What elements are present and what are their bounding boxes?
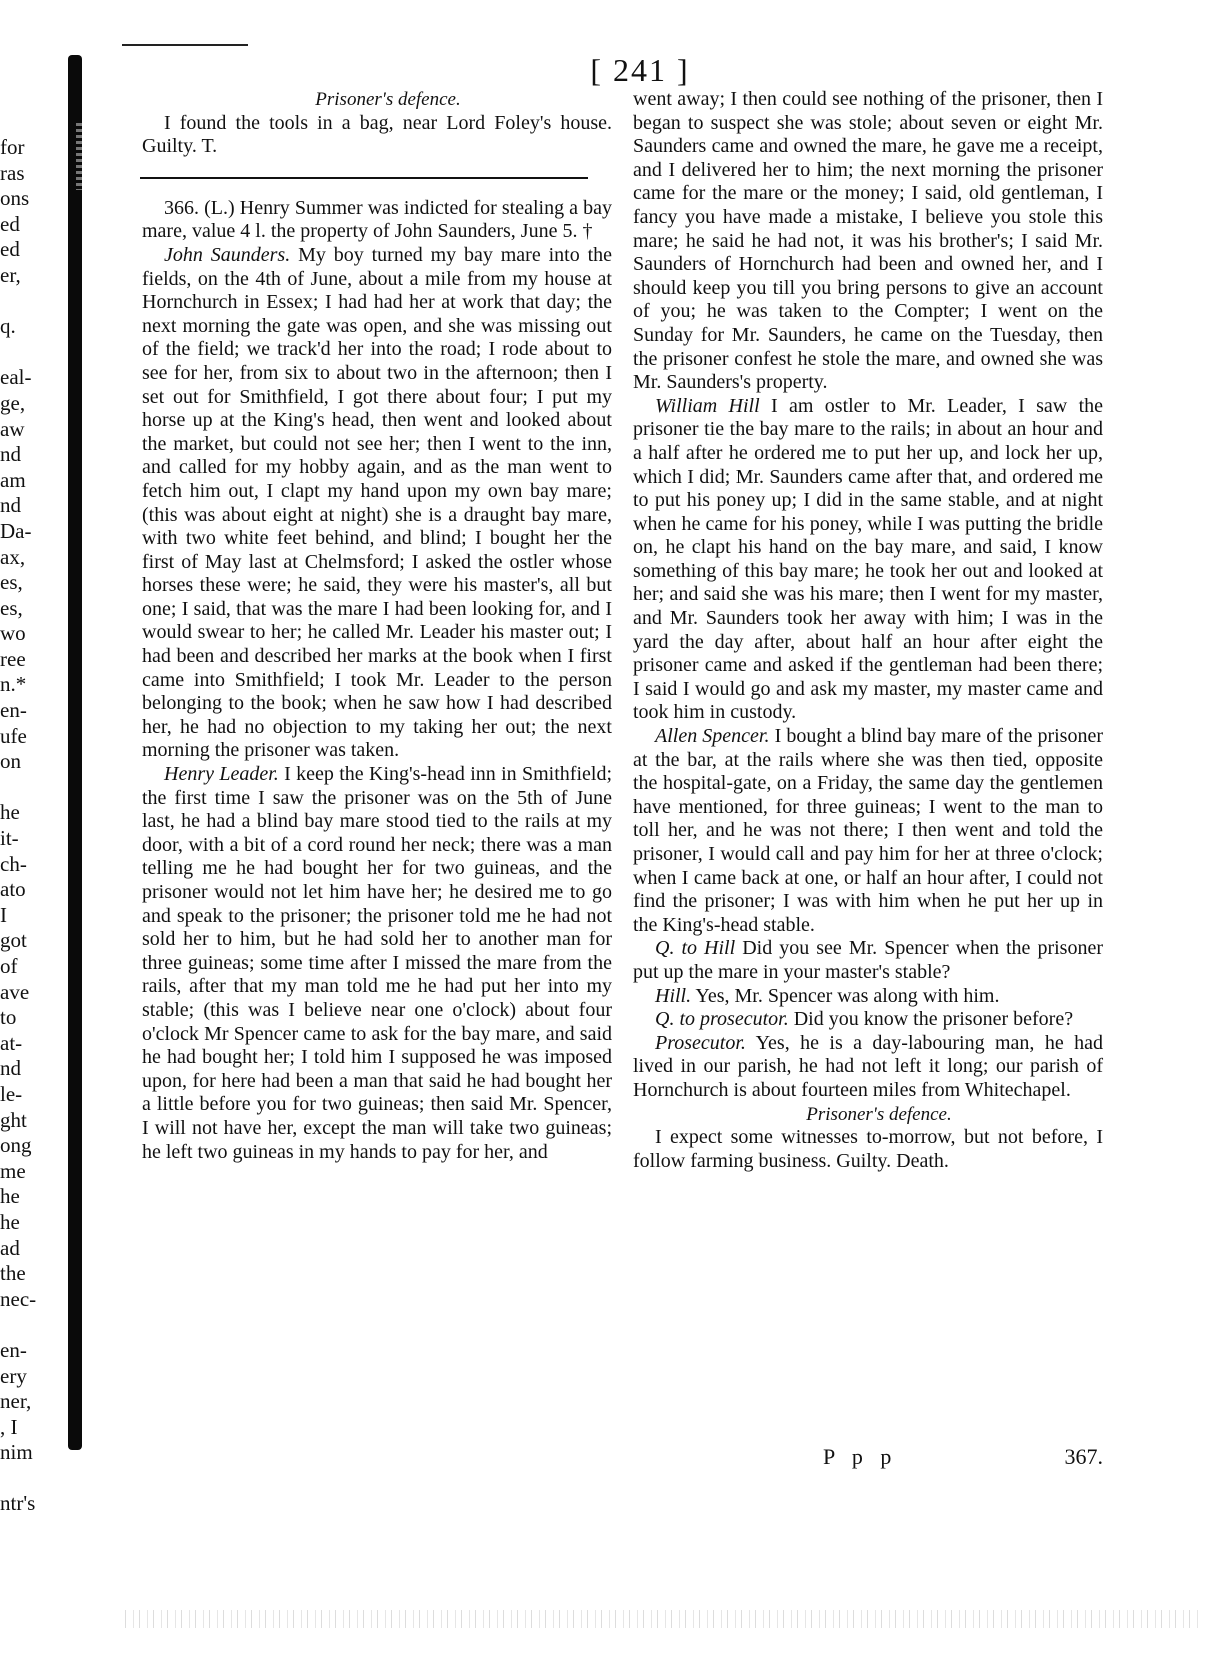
gutter-fragment: nd: [0, 493, 21, 518]
section-heading: Prisoner's defence.: [806, 1103, 952, 1125]
gutter-fragment: ave: [0, 979, 30, 1004]
gutter-fragment: ax,: [0, 544, 26, 569]
defence-paragraph: I expect some witnesses to-morrow, but not before, I follow farming business. Guilty. Death.: [633, 1126, 1103, 1172]
speaker-name: Allen Spencer.: [655, 725, 770, 748]
gutter-fragment: Da-: [0, 518, 32, 543]
gutter-fragment: for: [0, 135, 25, 159]
testimony-text: My boy turned my bay mare into the fields, on the 4th of June, about a mile from my house at Hornchurch in Essex; I had had her at work that day; the next morning the gate was open, and she was missing out of the field; we track'd her into the road; I rode about to see for her, from six to about two in the afternoon; then I set out for Smithfield, I got there about four; I put my horse up at the King's head, then went and looked about the market, but could not see her; then I went to the inn, and called for my hobby again, and as the man went to fetch him out, I clapt my hand upon my own bay mare; (this was about eight at night) she is a draught bay mare, with two white feet behind, and blind; I bought her the first of May last at Chelmsford; I asked the ostler whose horses these were; he said, they were his master's, all but one; I said, that was the mare I had been looking for, and I would swear to her; he called Mr. Leader his master out; I had been and described her marks at the book when I first came into Smithfield; I took Mr. Leader to the person belonging to the book; when he saw how I had described her, he had no objection to my taking her out; the next morning the prisoner was taken.: [142, 243, 613, 762]
continuation-paragraph: went away; I then could see nothing of the prisoner, then I began to suspect she was stole; about seven or eight Mr. Saunders came and owned the mare, he gave me a receipt, and I delivered her to him; the next morning the prisoner came for the mare or the money; I said, old gentleman, I fancy you have made a mistake, I believe you stole this mare; he said he had not, it was his brother's; I said Mr. Saunders of Hornchurch had been and owned her, and I should keep you till you bring persons to give an account of you; he was taken to the Compter; I went on the Sunday for Mr. Saunders, he came on the Tuesday, then the prisoner confest he stole the mare, and owned she was Mr. Saunders's property.: [633, 88, 1103, 394]
gutter-fragment: ons: [0, 186, 30, 211]
gutter-fragment: wo: [0, 621, 26, 646]
gutter-fragment: nd: [0, 1056, 21, 1081]
gutter-fragment: to: [0, 1005, 17, 1030]
gutter-fragment: en-: [0, 1337, 27, 1362]
gutter-fragment: ntr's: [0, 1491, 36, 1516]
gutter-fragment: en-: [0, 698, 27, 723]
answer-text: Yes, he is a day-labouring man, he had lived in our parish, he had not left it long; our parish of Hornchurch is about fourteen miles from Whitechapel.: [633, 1031, 1103, 1101]
gutter-fragment: er,: [0, 262, 21, 287]
page-footer: [633, 1444, 1103, 1474]
gutter-fragment: the: [0, 1261, 26, 1286]
answer-paragraph: [633, 985, 1103, 1009]
case-paragraph: [142, 197, 612, 244]
gutter-fragment: it-: [0, 826, 19, 851]
gutter-fragment: got: [0, 928, 27, 953]
testimony-text: I bought a blind bay mare of the prisoner at the bar, at the rails where she was then tied, opposite the hospital-gate, on a Friday, the same day the gentlemen have mentioned, for three guineas; I went to the man to toll her, and he was not there; I then went and told the prisoner, I would call and pay him for her at three o'clock; when I came back at one, or half an hour after, I could not find the prisoner; I was with him when he put her up in the King's-head stable.: [633, 725, 1104, 936]
answer-paragraph: [633, 1032, 1103, 1103]
section-divider: [140, 177, 588, 179]
left-column: [142, 88, 612, 1164]
gutter-fragment: es,: [0, 595, 23, 620]
gutter-fragment: on: [0, 749, 21, 774]
gutter-fragment: nd: [0, 442, 21, 467]
question-label: Q. to prosecutor.: [655, 1008, 789, 1031]
gutter-fragment: he: [0, 800, 20, 825]
gutter-fragment: ght: [0, 1107, 27, 1132]
gutter-fragment: at-: [0, 1030, 23, 1055]
gutter-fragment: [0, 1466, 44, 1492]
right-column: [633, 88, 1103, 1173]
gutter-fragment: of: [0, 954, 18, 978]
signature-mark: P p p: [823, 1444, 898, 1469]
answer-label: Hill.: [655, 984, 692, 1007]
gutter-fragment: nec-: [0, 1286, 37, 1311]
gutter-fragment: [0, 289, 44, 315]
case-mark: (L.): [204, 196, 235, 219]
gutter-fragment: q.: [0, 314, 16, 339]
top-rule: [122, 44, 248, 46]
testimony-text: I am ostler to Mr. Leader, I saw the prisoner tie the bay mare to the rails; in about an hour and a half after he ordered me to put her up, and lock her up, which I did; Mr. Saunders came after that, and ordered me to put his poney up; I did in the same stable, and at night when he came for his poney, while I was putting the bridle on, he clapt his hand on the bay mare, and said, I know something of this bay mare; he took her out and looked at her; and said she was his mare; then I went for my master, and Mr. Saunders took her away with him; I was in the yard the day after, about half an hour after eight the prisoner came and asked if the gentleman had been there; I said I would go and ask my master, my master came and took him in custody.: [633, 394, 1104, 724]
gutter-fragment: ufe: [0, 723, 27, 748]
gutter-fragment: ery: [0, 1363, 27, 1388]
testimony-paragraph: [142, 763, 612, 1164]
question-text: Did you see Mr. Spencer when the prisoner put up the mare in your master's stable?: [633, 937, 1103, 983]
gutter-fragment: he: [0, 1184, 20, 1209]
gutter-fragment: , I: [0, 1414, 18, 1439]
testimony-paragraph: [142, 244, 612, 763]
gutter-fragment: aw: [0, 416, 25, 441]
catchword: 367.: [1064, 1444, 1103, 1469]
gutter-fragment: ge,: [0, 390, 26, 415]
question-label: Q. to Hill: [655, 937, 736, 960]
section-heading: Prisoner's defence.: [315, 89, 461, 110]
gutter-fragment: [0, 340, 44, 366]
defence-paragraph: I found the tools in a bag, near Lord Foley's house. Guilty. T.: [142, 111, 612, 158]
gutter-fragment: es,: [0, 570, 23, 595]
gutter-fragment: eal-: [0, 365, 32, 390]
question-paragraph: [633, 1008, 1103, 1032]
gutter-fragment: nim: [0, 1440, 33, 1465]
gutter-fragment: ner,: [0, 1389, 32, 1414]
case-text: Henry Summer was indicted for stealing a bay mare, value 4 l. the property of John Saunders, June 5. †: [142, 196, 613, 243]
gutter-fragment: le-: [0, 1081, 23, 1106]
page-number: [ 241 ]: [590, 52, 690, 88]
speaker-name: John Saunders.: [164, 243, 291, 266]
testimony-paragraph: [633, 395, 1103, 725]
gutter-fragment: ed: [0, 237, 20, 262]
speaker-name: William Hill: [655, 394, 760, 417]
gutter-fragment: he: [0, 1209, 20, 1234]
testimony-paragraph: [633, 725, 1103, 937]
gutter-fragment: ras: [0, 160, 25, 185]
question-text: Did you know the prisoner before?: [793, 1008, 1074, 1031]
case-number: 366.: [164, 196, 199, 219]
book-binding-edge: [68, 55, 82, 1450]
speaker-name: Henry Leader.: [164, 763, 279, 786]
gutter-fragment: ch-: [0, 851, 27, 876]
gutter-fragment: [0, 775, 44, 801]
gutter-fragment: I: [0, 902, 7, 927]
scan-noise: [120, 1610, 1200, 1628]
gutter-fragment: n.*: [0, 672, 27, 697]
gutter-fragment: ong: [0, 1133, 32, 1158]
gutter-fragment: ato: [0, 877, 26, 902]
binding-texture: [76, 120, 82, 190]
answer-label: Prosecutor.: [655, 1031, 746, 1054]
gutter-fragment: [0, 1312, 44, 1338]
gutter-fragment: am: [0, 467, 26, 492]
question-paragraph: [633, 937, 1103, 984]
gutter-fragment: ree: [0, 646, 26, 671]
answer-text: Yes, Mr. Spencer was along with him.: [695, 984, 1000, 1007]
facing-page-fragments: [0, 135, 44, 1517]
gutter-fragment: me: [0, 1158, 26, 1183]
gutter-fragment: ad: [0, 1235, 20, 1260]
gutter-fragment: ed: [0, 211, 20, 236]
testimony-text: I keep the King's-head inn in Smithfield; the first time I saw the prisoner was on the 5th of June last, he had a blind bay mare stood tied to the rails at my door, with a bit of a cord round her neck; there was a man telling me he had bought her for two guineas, and the prisoner would not let him have her; he desired me to go and speak to the prisoner; the prisoner told me he had not sold her to him, but he had sold her to another man for three guineas; some time after I missed the mare from the rails, after that my man told me he had put her into my stable; (this was I believe near one o'clock) about four o'clock Mr Spencer came to ask for the bay mare, and said he had bought her; I told him I supposed he was imposed upon, for here had been a man that said he had bought her a little before you for two guineas; then said Mr. Spencer, I will not have her, except the man will take two guineas; he left two guineas in my hands to pay for her, and: [142, 763, 612, 1163]
